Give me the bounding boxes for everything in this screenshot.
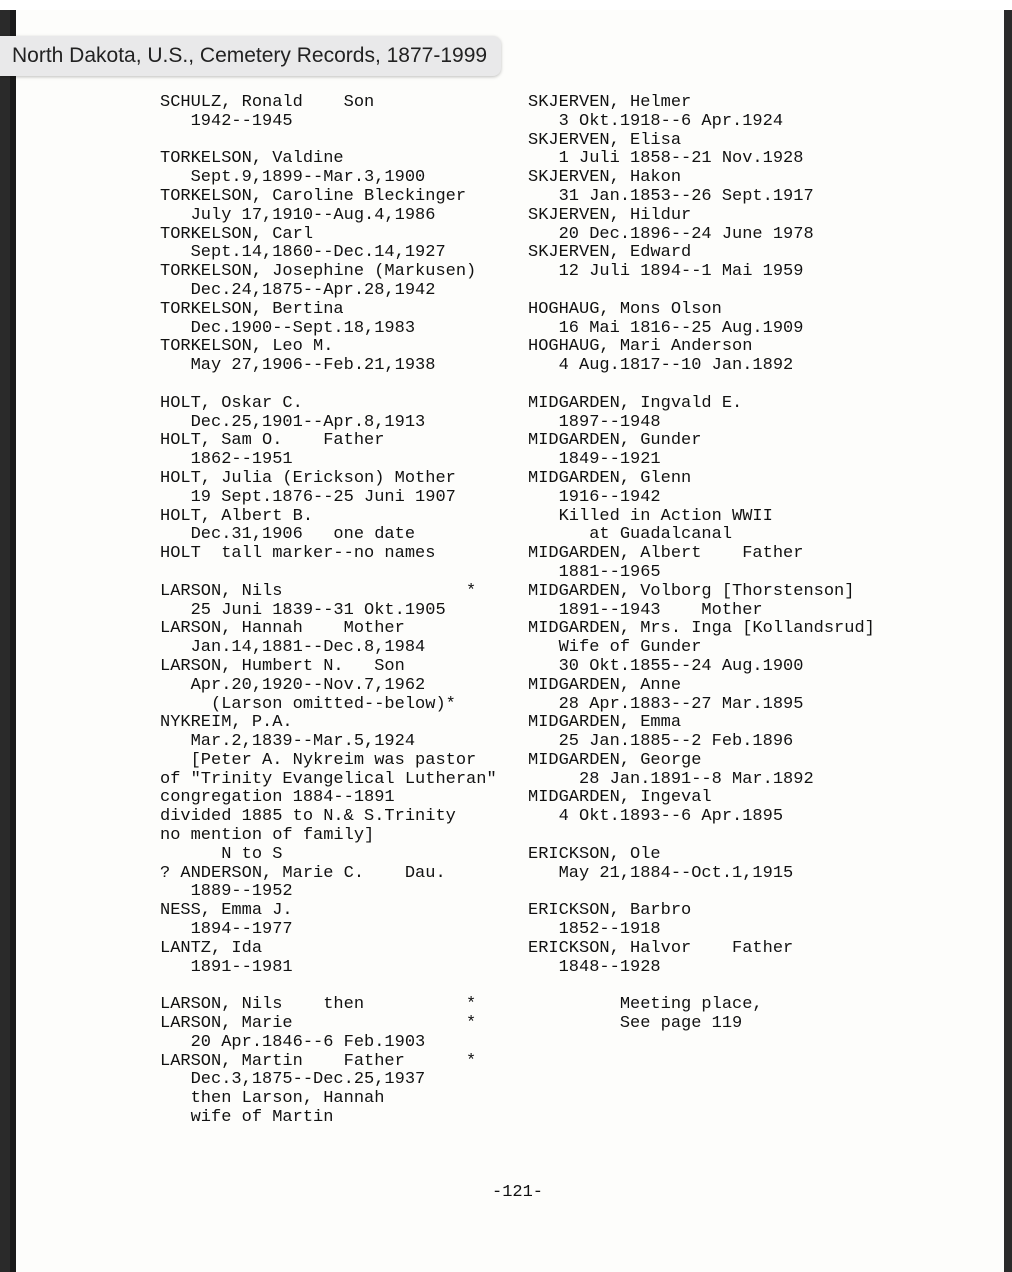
record-line: TORKELSON, Carl [160,224,314,244]
record-line: 4 Aug.1817--10 Jan.1892 [528,356,794,376]
record-line: then Larson, Hannah [160,1089,385,1109]
record-line: Dec.3,1875--Dec.25,1937 [160,1070,426,1090]
record-line: LARSON, Humbert N. Son [160,656,405,676]
record-line: 25 Jan.1885--2 Feb.1896 [528,732,794,752]
record-line: Apr.20,1920--Nov.7,1962 [160,675,426,695]
record-line: TORKELSON, Bertina [160,299,344,319]
record-line: MIDGARDEN, Anne [528,675,682,695]
record-line: May 21,1884--Oct.1,1915 [528,863,794,883]
record-line: Dec.25,1901--Apr.8,1913 [160,412,426,432]
record-line: Killed in Action WWII [528,506,773,526]
record-line: 20 Dec.1896--24 June 1978 [528,224,814,244]
record-line: SKJERVEN, Helmer [528,93,692,112]
record-line: HOGHAUG, Mari Anderson [528,337,753,357]
record-line: Sept.14,1860--Dec.14,1927 [160,243,446,263]
left-column-records [160,94,520,1128]
right-column-records [528,94,928,1034]
record-line: SKJERVEN, Hakon [528,168,682,188]
record-line: 1891--1943 Mother [528,600,763,620]
record-line [160,564,520,583]
record-line: 1889--1952 [160,882,293,902]
record-line: SKJERVEN, Hildur [528,205,692,225]
record-line: at Guadalcanal [528,525,733,545]
record-line: SCHULZ, Ronald Son [160,93,375,112]
record-line: 28 Apr.1883--27 Mar.1895 [528,694,804,714]
record-line: 1897--1948 [528,412,661,432]
record-line [528,883,928,902]
record-line: July 17,1910--Aug.4,1986 [160,205,436,225]
record-line: congregation 1884--1891 [160,788,395,808]
record-line: Dec.31,1906 one date [160,525,416,545]
record-line: MIDGARDEN, Volborg [Thorstenson] [528,581,855,601]
record-line: [Peter A. Nykreim was pastor [160,750,477,770]
record-line: of "Trinity Evangelical Lutheran" [160,769,497,789]
record-line: (Larson omitted--below)* [160,694,456,714]
record-line: MIDGARDEN, Ingeval [528,788,712,808]
record-line: no mention of family] [160,826,375,846]
record-line: Wife of Gunder [528,638,702,658]
record-line: Jan.14,1881--Dec.8,1984 [160,638,426,658]
record-line: MIDGARDEN, Mrs. Inga [Kollandsrud] [528,619,875,639]
record-line: TORKELSON, Josephine (Markusen) [160,262,477,282]
record-line: TORKELSON, Leo M. [160,337,334,357]
record-line: LARSON, Nils * [160,581,477,601]
record-line: 1916--1942 [528,487,661,507]
record-line: 20 Apr.1846--6 Feb.1903 [160,1032,426,1052]
collection-title-tab[interactable]: North Dakota, U.S., Cemetery Records, 1877-1999 [0,36,501,76]
record-line: Meeting place, [528,995,763,1015]
record-line: HOGHAUG, Mons Olson [528,299,722,319]
record-line: LARSON, Nils then * [160,995,477,1015]
record-line: LARSON, Hannah Mother [160,619,405,639]
record-line: 25 Juni 1839--31 Okt.1905 [160,600,446,620]
record-line: 1942--1945 [160,111,293,131]
record-line: MIDGARDEN, Glenn [528,468,692,488]
record-line: 19 Sept.1876--25 Juni 1907 [160,487,456,507]
record-line: Dec.24,1875--Apr.28,1942 [160,280,436,300]
record-line: 31 Jan.1853--26 Sept.1917 [528,186,814,206]
record-line: 1849--1921 [528,450,661,470]
record-line: 1852--1918 [528,920,661,940]
record-line [160,376,520,395]
record-line: MIDGARDEN, Ingvald E. [528,393,743,413]
record-line: LARSON, Marie * [160,1014,477,1034]
record-line: 1 Juli 1858--21 Nov.1928 [528,149,804,169]
record-line [160,977,520,996]
record-line: MIDGARDEN, Emma [528,713,682,733]
record-line: MIDGARDEN, Albert Father [528,544,804,564]
record-line [160,132,520,151]
record-line: NYKREIM, P.A. [160,713,293,733]
record-line: ERICKSON, Ole [528,844,661,864]
record-line: SKJERVEN, Elisa [528,130,682,150]
record-line: 16 Mai 1816--25 Aug.1909 [528,318,804,338]
record-line [528,282,928,301]
record-line: See page 119 [528,1014,743,1034]
record-line: HOLT, Oskar C. [160,393,303,413]
record-line: NESS, Emma J. [160,901,293,921]
record-line: 28 Jan.1891--8 Mar.1892 [528,769,814,789]
record-line: divided 1885 to N.& S.Trinity [160,807,456,827]
record-line: HOLT tall marker--no names [160,544,436,564]
scan-edge-border [10,10,16,1272]
record-line: May 27,1906--Feb.21,1938 [160,356,436,376]
record-line: Mar.2,1839--Mar.5,1924 [160,732,416,752]
record-line [528,827,928,846]
record-line: Dec.1900--Sept.18,1983 [160,318,416,338]
record-line: LANTZ, Ida [160,938,263,958]
record-line [528,376,928,395]
record-line: ERICKSON, Halvor Father [528,938,794,958]
record-line: 30 Okt.1855--24 Aug.1900 [528,656,804,676]
record-line: 1881--1965 [528,562,661,582]
record-line: ERICKSON, Barbro [528,901,692,921]
page-number: -121- [492,1183,544,1202]
record-line: HOLT, Albert B. [160,506,314,526]
record-line: wife of Martin [160,1108,334,1128]
record-line: 3 Okt.1918--6 Apr.1924 [528,111,784,131]
record-line: 1848--1928 [528,957,661,977]
record-line: Sept.9,1899--Mar.3,1900 [160,168,426,188]
record-line: 1862--1951 [160,450,293,470]
record-line: 4 Okt.1893--6 Apr.1895 [528,807,784,827]
record-line: SKJERVEN, Edward [528,243,692,263]
record-line: TORKELSON, Valdine [160,149,344,169]
record-line: 1894--1977 [160,920,293,940]
record-line: MIDGARDEN, Gunder [528,431,702,451]
record-line: 1891--1981 [160,957,293,977]
record-line: TORKELSON, Caroline Bleckinger [160,186,467,206]
record-line: MIDGARDEN, George [528,750,702,770]
window-frame-top [0,0,1012,10]
record-line: N to S [160,844,283,864]
record-line: HOLT, Sam O. Father [160,431,385,451]
record-line: LARSON, Martin Father * [160,1051,477,1071]
record-line: 12 Juli 1894--1 Mai 1959 [528,262,804,282]
record-line: ? ANDERSON, Marie C. Dau. [160,863,446,883]
record-line [528,977,928,996]
record-line: HOLT, Julia (Erickson) Mother [160,468,456,488]
